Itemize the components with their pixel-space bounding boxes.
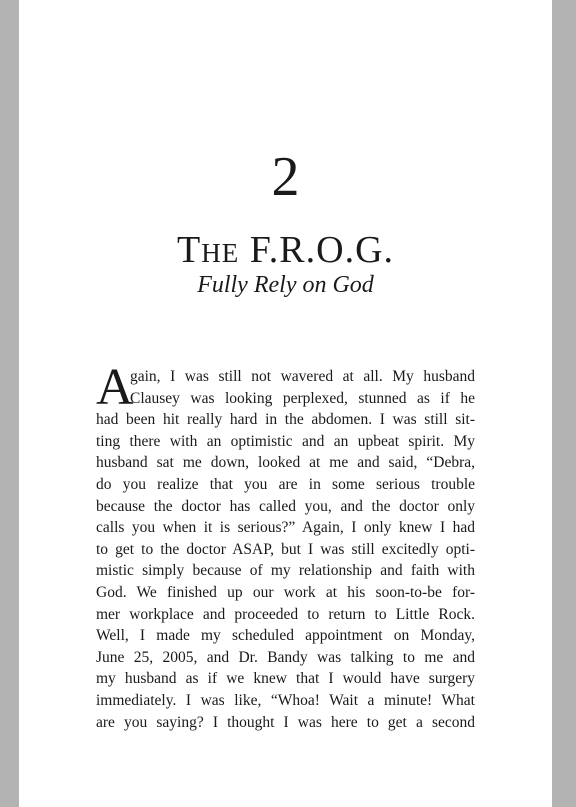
text-line: to get to the doctor ASAP, but I was still excitedly opti- <box>96 540 475 558</box>
text-line: mistic simply because of my relationship and faith with <box>96 562 475 580</box>
text-line: June 25, 2005, and Dr. Bandy was talking to me and <box>96 648 475 666</box>
text-line: had been hit really hard in the abdomen. I was still sit- <box>96 411 475 429</box>
text-line: are you saying? I thought I was here to get a second <box>96 713 475 731</box>
text-line: Well, I made my scheduled appointment on Monday, <box>96 627 475 645</box>
book-page <box>19 0 552 807</box>
text-line: Clausey was looking perplexed, stunned as if he <box>130 389 475 407</box>
text-line: because the doctor has called you, and the doctor only <box>96 497 475 515</box>
text-line: mer workplace and proceeded to return to Little Rock. <box>96 605 475 623</box>
chapter-number: 2 <box>271 146 300 208</box>
text-line: calls you when it is serious?” Again, I only knew I had <box>96 519 475 537</box>
text-line: husband sat me down, looked at me and said, “Debra, <box>96 454 475 472</box>
body-paragraph <box>96 359 475 733</box>
text-line: gain, I was still not wavered at all. My husband <box>130 368 475 385</box>
text-line: my husband as if we knew that I would have surgery <box>96 670 475 688</box>
text-line: immediately. I was like, “Whoa! Wait a minute! What <box>96 691 475 709</box>
chapter-subtitle: Fully Rely on God <box>197 272 374 298</box>
text-line: God. We finished up our work at his soon-to-be for- <box>96 583 475 601</box>
text-line: do you realize that you are in some serious trouble <box>96 475 475 493</box>
drop-cap: A <box>96 359 134 416</box>
chapter-title: The F.R.O.G. <box>176 229 395 271</box>
text-line: ting there with an optimistic and an upbeat spirit. My <box>96 432 475 450</box>
